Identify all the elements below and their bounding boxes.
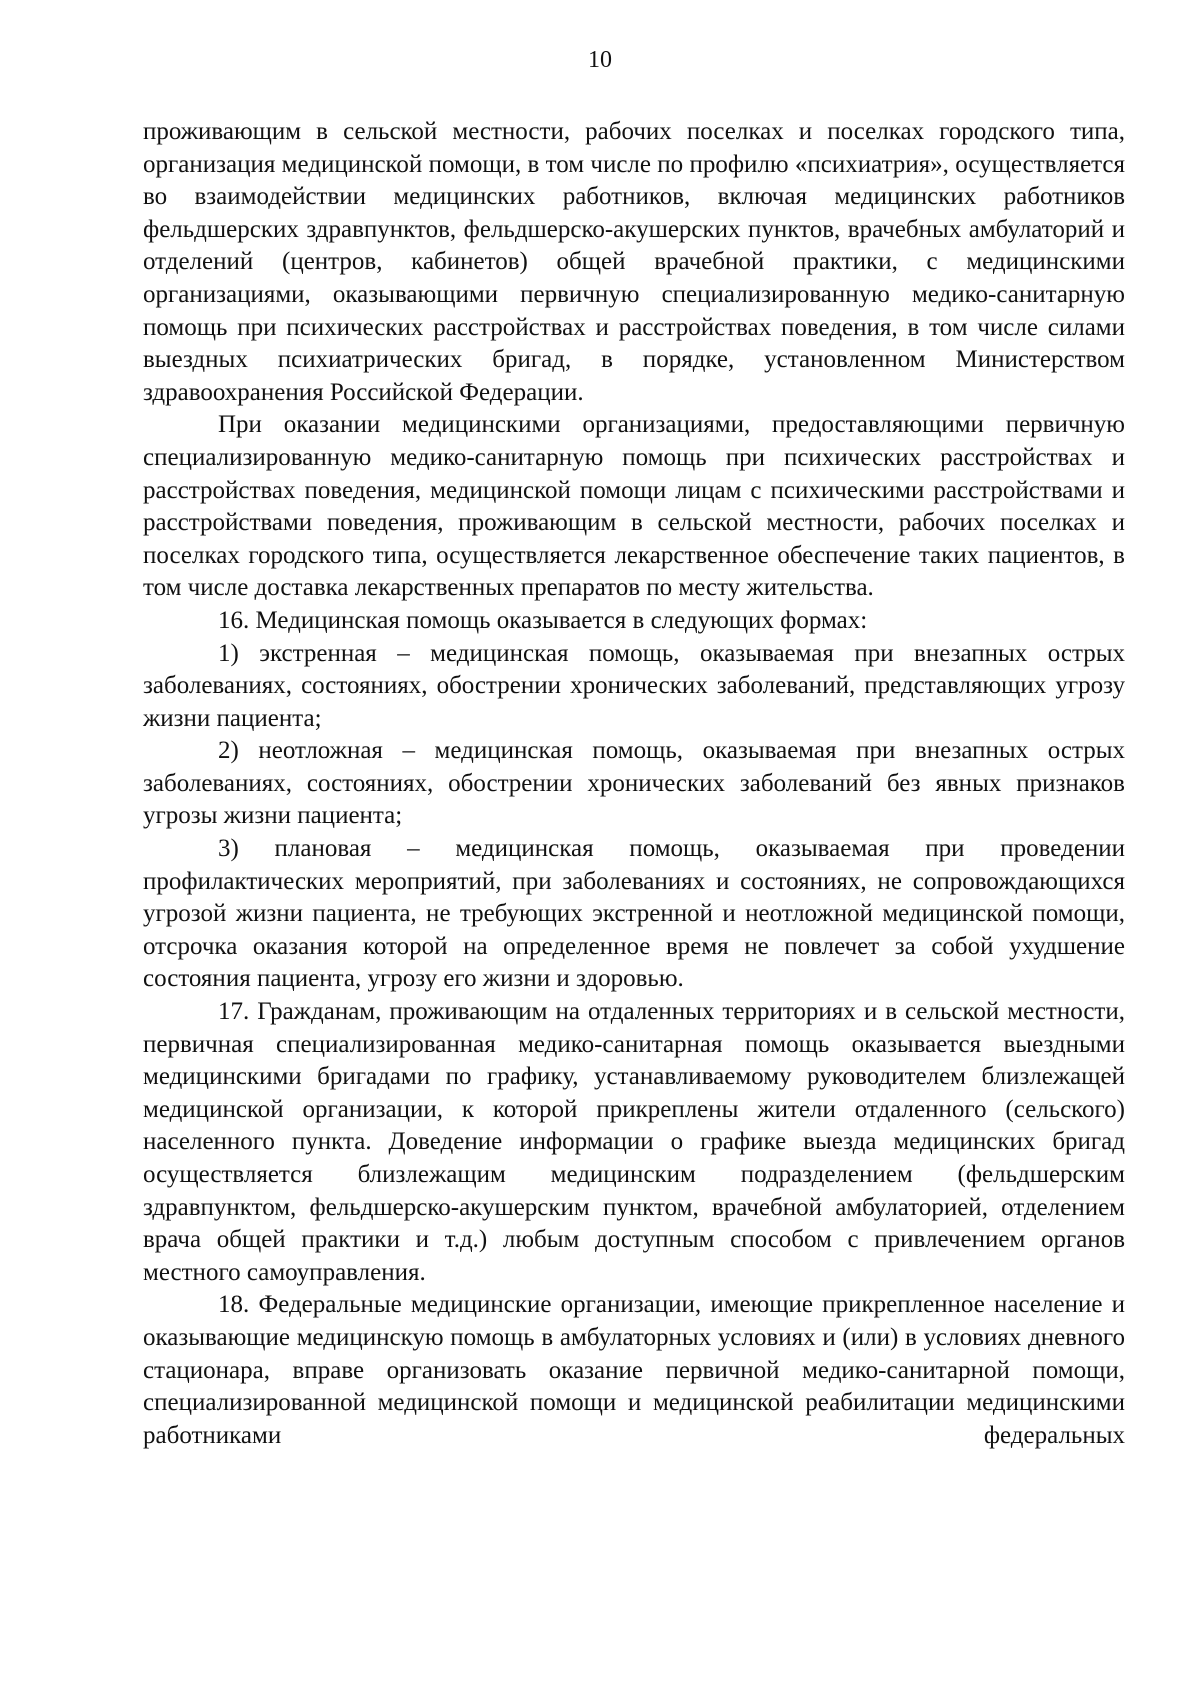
list-item-emergency: 1) экстренная – медицинская помощь, оказываемая при внезапных острых заболеваниях, состояниях, обострении хронических заболеваний, представляющих угрозу жизни пациента; bbox=[143, 639, 1125, 732]
list-item-planned: 3) плановая – медицинская помощь, оказываемая при проведении профилактических мероприятий, при заболеваниях и состояниях, не сопровождающихся угрозой жизни пациента, не требующих экстренной и неотложной медицинской помощи, отсрочка оказания которой на определенное время не повлечет за собой ухудшение состояния пациента, угрозу его жизни и здоровью. bbox=[143, 835, 1125, 993]
paragraph-17-remote-territories: 17. Гражданам, проживающим на отдаленных территориях и в сельской местности, первичная специализированная медико-санитарная помощь оказывается выездными медицинскими бригадами по графику, устанавливаемому руководителем близлежащей медицинской организации, к которой прикреплены жители отдаленного (сельского) населенного пункта. Доведение информации о графике выезда медицинских бригад осуществляется близлежащим медицинским подразделением (фельдшерским здравпунктом, фельдшерско-акушерским пунктом, врачебной амбулаторией, отделением врача общей практики и т.д.) любым доступным способом с привлечением органов местного самоуправления. bbox=[143, 998, 1125, 1286]
page-number: 10 bbox=[588, 47, 612, 73]
document-body bbox=[143, 116, 1125, 1452]
paragraph-18-federal-organizations: 18. Федеральные медицинские организации, имеющие прикрепленное население и оказывающие медицинскую помощь в амбулаторных условиях и (или) в условиях дневного стационара, вправе организовать оказание первичной медико-санитарной помощи, специализированной медицинской помощи и медицинской реабилитации медицинскими работниками федеральных bbox=[143, 1291, 1125, 1449]
paragraph-drug-provision: При оказании медицинскими организациями, предоставляющими первичную специализированную медико-санитарную помощь при психических расстройствах и расстройствах поведения, медицинской помощи лицам с психическими расстройствами и расстройствами поведения, проживающим в сельской местности, рабочих поселках и поселках городского типа, осуществляется лекарственное обеспечение таких пациентов, в том числе доставка лекарственных препаратов по месту жительства. bbox=[143, 411, 1125, 602]
paragraph-continuation-rural-psychiatry: проживающим в сельской местности, рабочих поселках и поселках городского типа, организация медицинской помощи, в том числе по профилю «психиатрия», осуществляется во взаимодействии медицинских работников, включая медицинских работников фельдшерских здравпунктов, фельдшерско-акушерских пунктов, врачебных амбулаторий и отделений (центров, кабинетов) общей врачебной практики, с медицинскими организациями, оказывающими первичную специализированную медико-санитарную помощь при психических расстройствах и расстройствах поведения, в том числе силами выездных психиатрических бригад, в порядке, установленном Министерством здравоохранения Российской Федерации. bbox=[143, 118, 1125, 406]
paragraph-16-forms-heading: 16. Медицинская помощь оказывается в следующих формах: bbox=[218, 606, 868, 634]
list-item-urgent: 2) неотложная – медицинская помощь, оказываемая при внезапных острых заболеваниях, состояниях, обострении хронических заболеваний без явных признаков угрозы жизни пациента; bbox=[143, 737, 1125, 830]
